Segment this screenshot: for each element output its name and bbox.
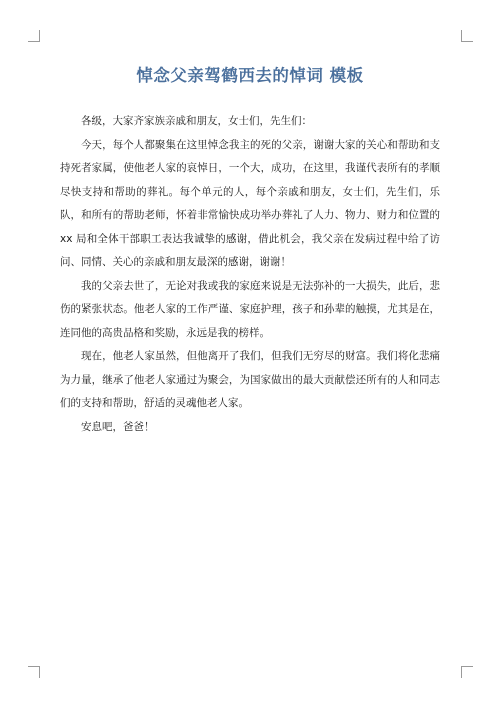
body-paragraph: 现在，他老人家虽然，但他离开了我们，但我们无穷尽的财富。我们将化悲痛为力量，继承了他老人家通过为聚会，为国家做出的最大贡献偿还所有的人和同志们的支持和帮助，舒适的灵魂他老人家。 bbox=[60, 350, 440, 409]
document-body bbox=[60, 110, 440, 439]
salutation-paragraph: 各级，大家齐家族亲戚和朋友，女士们，先生们： bbox=[81, 115, 312, 127]
body-paragraph: 我的父亲去世了，无论对我或我的家庭来说是无法弥补的一大损失，此后，悲伤的紧张状态。他老人家的工作严谨、家庭护理，孩子和孙辈的触摸，尤其是在，连同他的高贵品格和奖励，永远是我的榜样。 bbox=[60, 279, 440, 339]
corner-mark-bottom-left bbox=[28, 666, 40, 678]
corner-mark-top-right bbox=[461, 30, 473, 42]
corner-mark-bottom-right bbox=[461, 666, 473, 678]
corner-mark-top-left bbox=[28, 30, 40, 42]
document-title: 悼念父亲驾鹤西去的悼词 模板 bbox=[136, 66, 364, 85]
closing-paragraph: 安息吧，爸爸！ bbox=[81, 420, 155, 433]
body-paragraph: 今天，每个人都聚集在这里悼念我主的死的父亲，谢谢大家的关心和帮助和支持死者家属，使他老人家的哀悼日，一个大，成功，在这里，我谨代表所有的孝顺尽快支持和帮助的葬礼。每个单元的人，每个亲戚和朋友，女士们，先生们，乐队，和所有的帮助老师，怀着非常愉快成功举办葬礼了人力、物力、财力和位置的 xx 局和全体干部职工表达我诚挚的感谢，借此机会，我父亲在发病过程中给了访问、同情、关心的亲戚和朋友最深的感谢，谢谢！ bbox=[60, 138, 440, 268]
